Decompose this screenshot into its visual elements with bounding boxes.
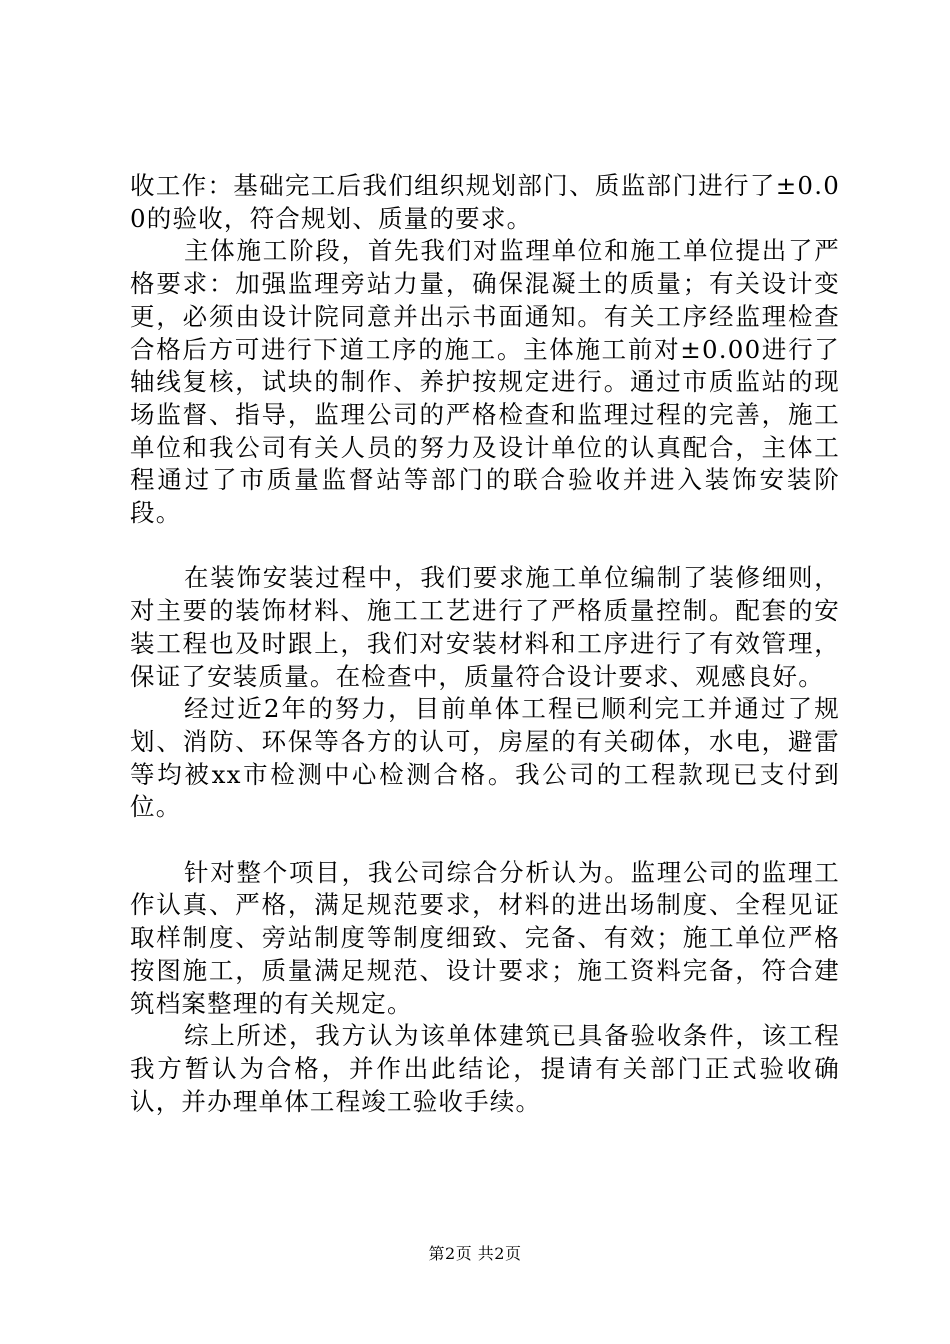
paragraph-spacer <box>130 530 840 563</box>
page-number-footer: 第2页 共2页 <box>428 1244 522 1263</box>
paragraph-analysis: 针对整个项目，我公司综合分析认为。监理公司的监理工作认真、严格，满足规范要求，材料的进出场制度、全程见证取样制度、旁站制度等制度细致、完备、有效；施工单位严格按图施工，质量满足规范、设计要求；施工资料完备，符合建筑档案整理的有关规定。 <box>130 857 840 1018</box>
paragraph-decoration-installation: 在装饰安装过程中，我们要求施工单位编制了装修细则，对主要的装饰材料、施工工艺进行了严格质量控制。配套的安装工程也及时跟上，我们对安装材料和工序进行了有效管理，保证了安装质量。在检查中，质量符合设计要求、观感良好。 <box>130 563 840 691</box>
paragraph-main-construction: 主体施工阶段，首先我们对监理单位和施工单位提出了严格要求：加强监理旁站力量，确保混凝土的质量；有关设计变更，必须由设计院同意并出示书面通知。有关工序经监理检查合格后方可进行下道工序的施工。主体施工前对±0.00进行了轴线复核，试块的制作、养护按规定进行。通过市质监站的现场监督、指导，监理公司的严格检查和监理过程的完善，施工单位和我公司有关人员的努力及设计单位的认真配合，主体工程通过了市质量监督站等部门的联合验收并进入装饰安装阶段。 <box>130 236 840 528</box>
paragraph-conclusion: 综上所述，我方认为该单体建筑已具备验收条件，该工程我方暂认为合格，并作出此结论，提请有关部门正式验收确认，并办理单体工程竣工验收手续。 <box>130 1021 840 1116</box>
paragraph-completion-status: 经过近2年的努力，目前单体工程已顺利完工并通过了规划、消防、环保等各方的认可，房屋的有关砌体，水电，避雷等均被xx市检测中心检测合格。我公司的工程款现已支付到位。 <box>130 694 840 822</box>
paragraph-spacer <box>130 824 840 857</box>
paragraph-continuation: 收工作：基础完工后我们组织规划部门、质监部门进行了±0.00的验收，符合规划、质量的要求。 <box>130 171 840 233</box>
document-body <box>130 170 840 1118</box>
